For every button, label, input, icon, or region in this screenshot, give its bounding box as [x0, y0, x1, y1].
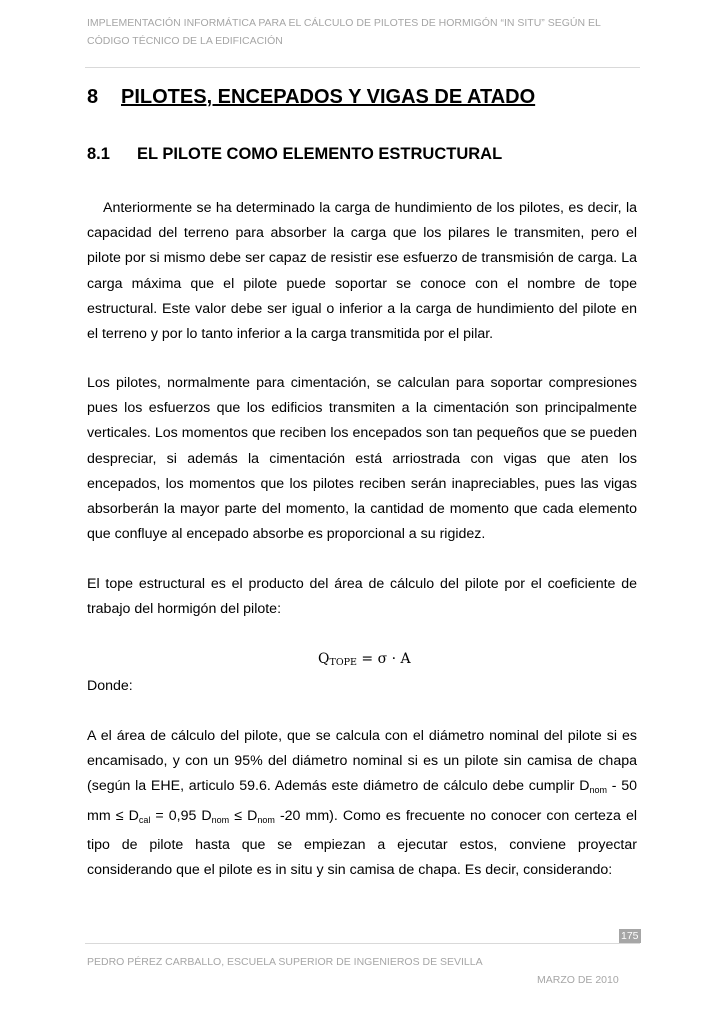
chapter-number: 8	[87, 86, 99, 108]
header-divider	[85, 67, 640, 68]
d-symbol: D	[201, 807, 212, 824]
paragraph-4-text: A el área de cálculo del pilote, que se calcula con el diámetro nominal del pilote si es encamisado, y con un 95% del diámetro nominal si es un pilote sin camisa de chapa (según la EHE, articulo 59.6. Además este diámetro de cálculo debe cumplir	[87, 728, 637, 795]
footer-divider	[85, 943, 640, 944]
running-header: IMPLEMENTACIÓN INFORMÁTICA PARA EL CÁLCULO DE PILOTES DE HORMIGÓN “IN SITU” SEGÚN EL CÓDIGO TÉCNICO DE LA EDIFICACIÓN	[87, 17, 601, 47]
chapter-heading	[87, 86, 535, 109]
subscript-cal: cal	[138, 814, 151, 825]
paragraph-4-continuation: -20 mm). Como es frecuente no conocer con certeza el tipo de pilote hasta que se empiezan a ejecutar estos, conviene proyectar considerando que el pilote es in situ y sin camisa de chapa. Es decir, considerando:	[87, 807, 638, 879]
paragraph-3: El tope estructural es el producto del área de cálculo del pilote por el coeficiente de trabajo del hormigón del pilote:	[87, 576, 637, 618]
footer-author: PEDRO PÉREZ CARBALLO, ESCUELA SUPERIOR DE INGENIEROS DE SEVILLA	[87, 956, 483, 968]
section-heading	[87, 145, 502, 164]
paragraph-2: Los pilotes, normalmente para cimentación, se calculan para soportar compresiones pues los esfuerzos que los edificios transmiten a la cimentación son principalmente verticales. Los momentos que reciben los encepados son tan pequeños que se pueden despreciar, si además la cimentación está arriostrada con vigas que aten los encepados, los momentos que los pilotes reciben serán inapreciables, pues las vigas absorberán la mayor parte del momento, la cantidad de momento que cada elemento que confluye al encepado absorbe es proporcional a su rigidez.	[87, 375, 637, 543]
footer-date: MARZO DE 2010	[537, 974, 619, 986]
inequality-text: = 0,95	[150, 807, 202, 824]
section-title: EL PILOTE COMO ELEMENTO ESTRUCTURAL	[137, 145, 503, 163]
donde-label: Donde:	[87, 678, 133, 694]
chapter-title: PILOTES, ENCEPADOS Y VIGAS DE ATADO	[121, 86, 536, 108]
formula-subscript: TOPE	[329, 657, 357, 668]
paragraph-4	[87, 724, 637, 883]
d-symbol: D	[579, 778, 590, 795]
inequality-text: - 50 mm ≤	[87, 778, 637, 824]
page-number: 175	[621, 930, 639, 942]
subscript-nom: nom	[211, 814, 230, 825]
formula-tope	[318, 651, 411, 668]
paragraph-1: Anteriormente se ha determinado la carga de hundimiento de los pilotes, es decir, la capacidad del terreno para absorber la carga que los pilares le transmiten, pero el pilote por si mismo debe ser capaz de resistir ese esfuerzo de transmisión de carga. La carga máxima que el pilote puede soportar se conoce con el nombre de tope estructural. Este valor debe ser igual o inferior a la carga de hundimiento del pilote en el terreno y por lo tanto inferior a la carga transmitida por el pilar.	[87, 200, 637, 343]
formula-q: Q	[318, 651, 330, 667]
subscript-nom: nom	[257, 814, 275, 825]
section-number: 8.1	[87, 145, 110, 163]
formula-rhs: = σ · A	[356, 651, 411, 667]
subscript-nom: nom	[589, 785, 607, 796]
inequality-text: ≤	[229, 807, 248, 824]
d-symbol: D	[128, 807, 139, 824]
d-symbol: D	[247, 807, 258, 824]
